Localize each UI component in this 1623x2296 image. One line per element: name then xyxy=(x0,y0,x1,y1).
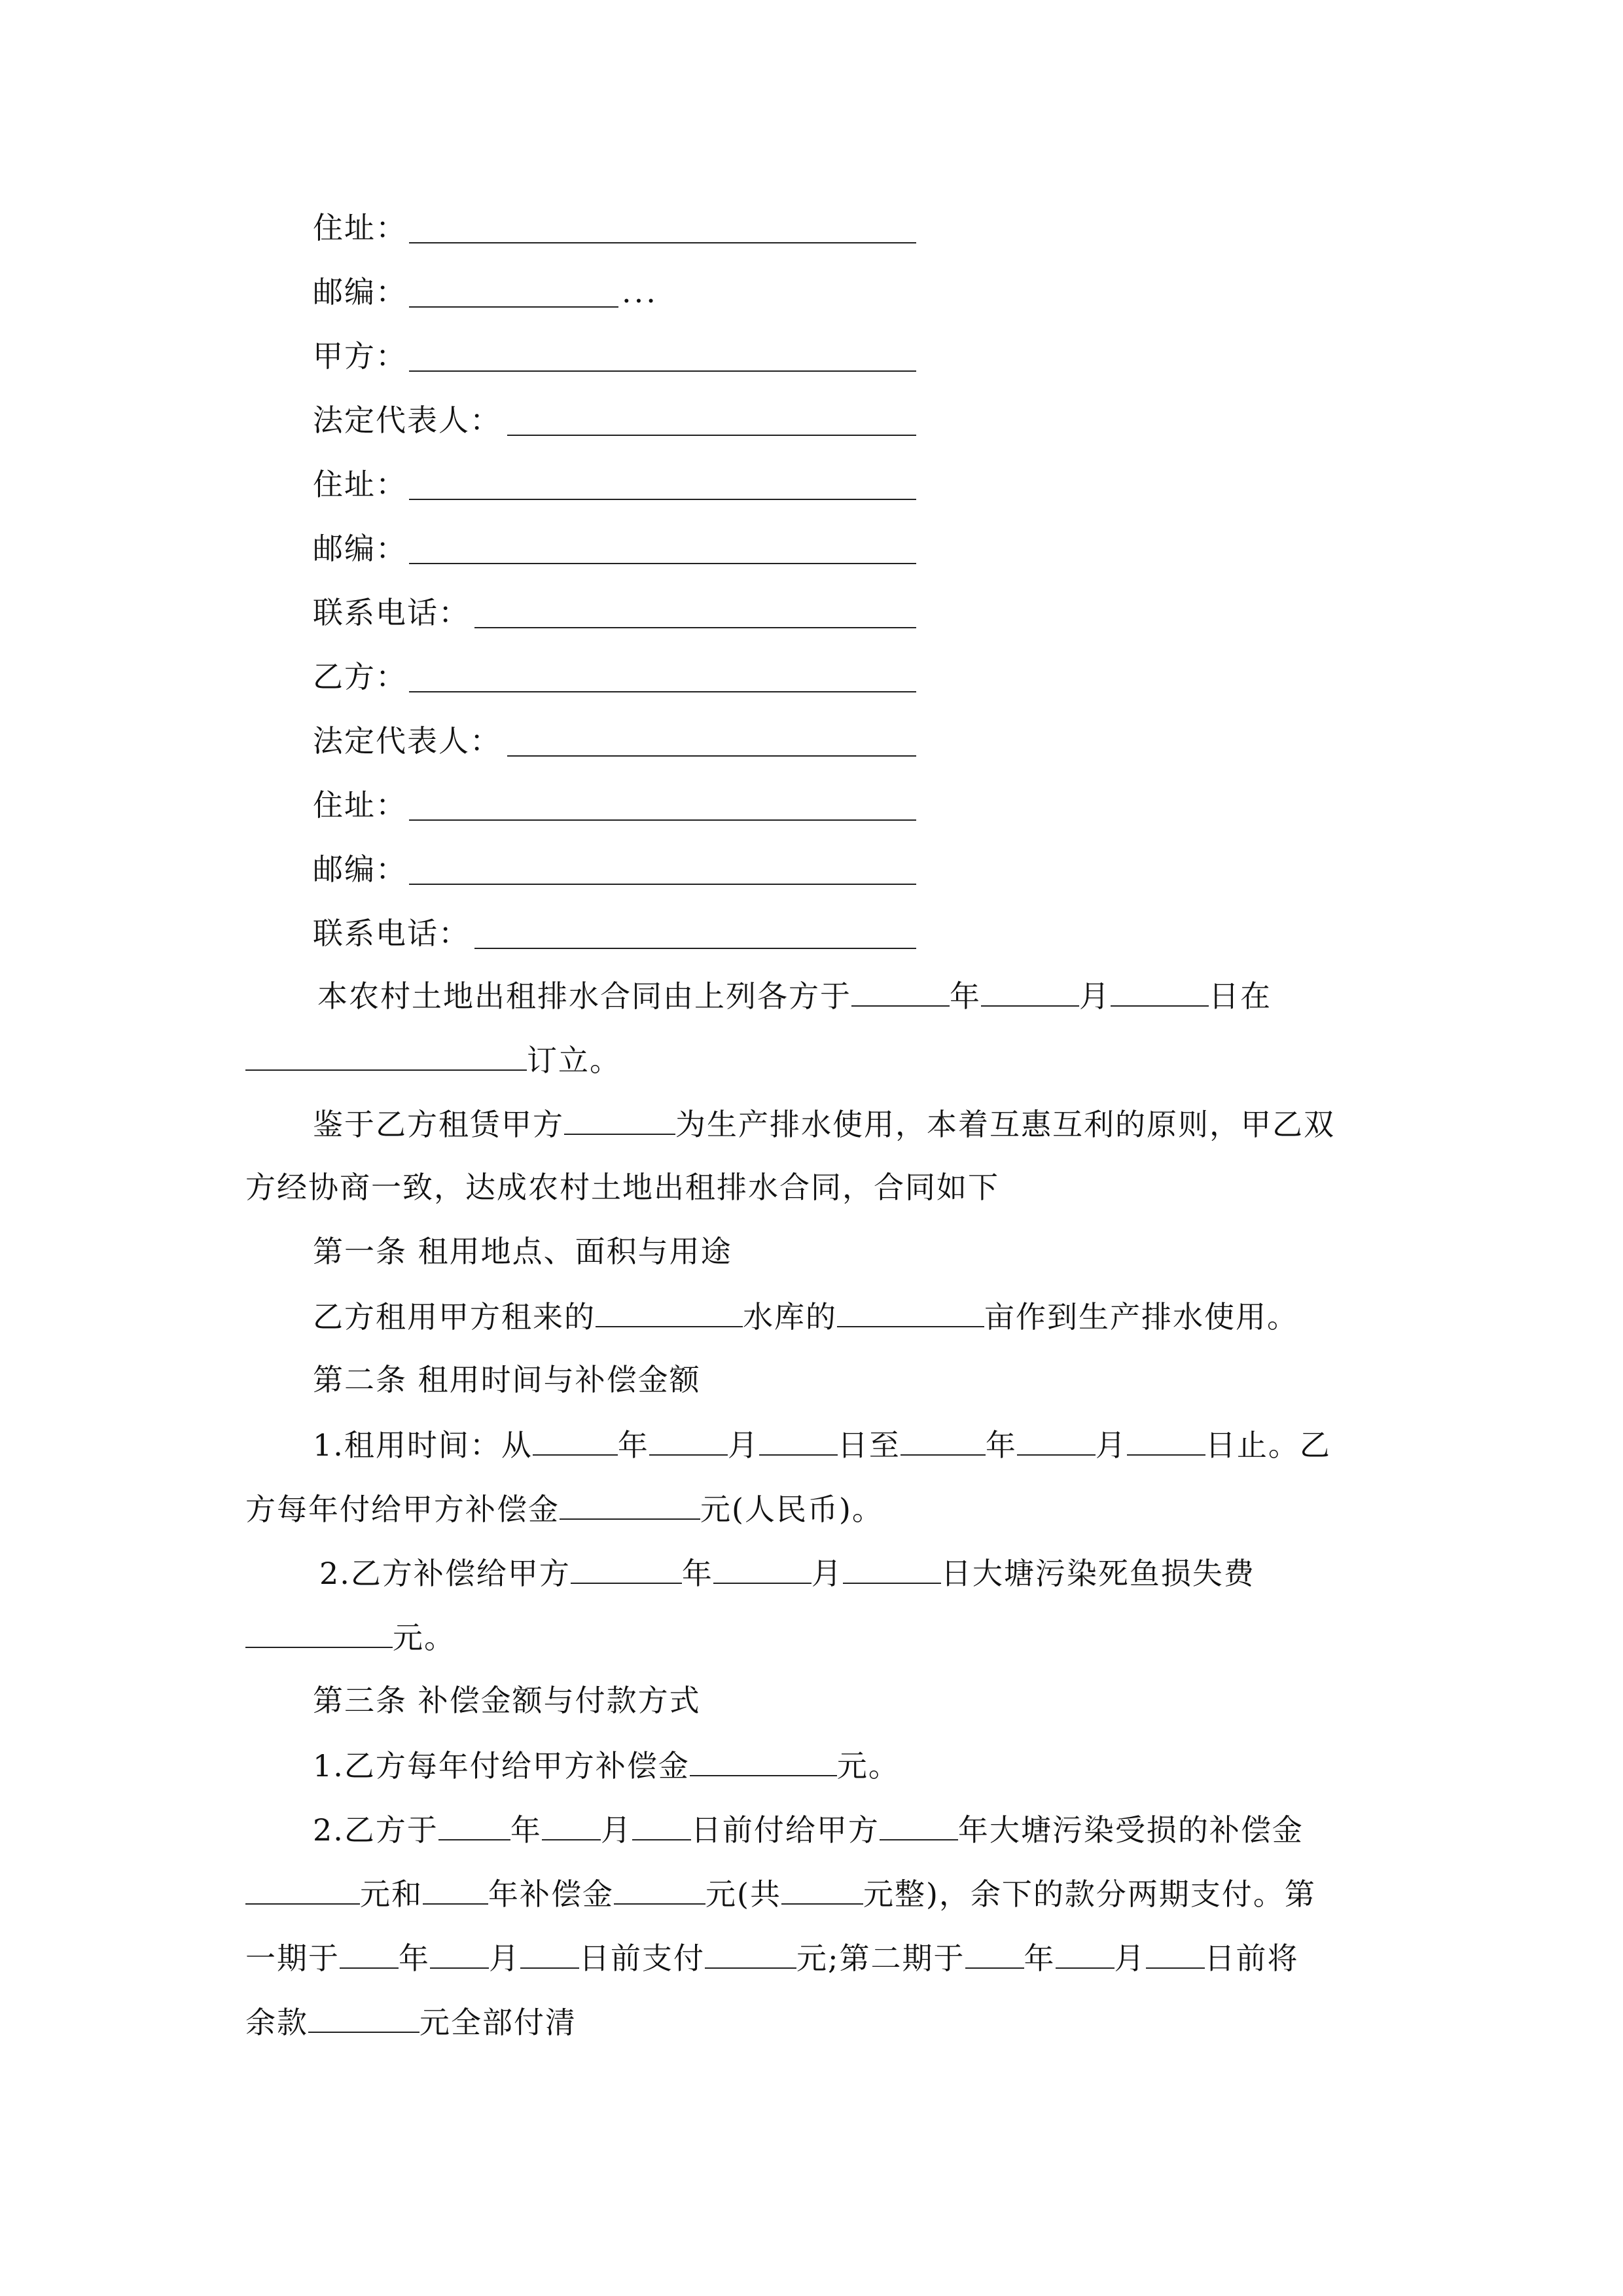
party-a-label: 甲方： xyxy=(313,338,407,374)
article-2-item-2: 2.乙方补偿给甲方 年 月 日大塘污染死鱼损失费 xyxy=(319,1552,1255,1593)
party-a-blank[interactable] xyxy=(409,369,916,372)
sign-year-blank[interactable] xyxy=(851,975,950,1007)
loss-year-blank[interactable] xyxy=(571,1552,682,1584)
article-3-item-2-cont-3: 余款 元全部付清 xyxy=(245,2001,577,2042)
article-2-title: 第二条 租用时间与补偿金额 xyxy=(313,1362,701,1397)
remaining-amount-blank[interactable] xyxy=(308,2001,419,2033)
address-blank-3[interactable] xyxy=(409,818,916,821)
address-label-1: 住址： xyxy=(313,210,407,245)
area-blank[interactable] xyxy=(837,1296,984,1327)
start-year-blank[interactable] xyxy=(533,1424,618,1456)
intro-paragraph-2: 鉴于乙方租赁甲方 为生产排水使用，本着互惠互利的原则，甲乙双 xyxy=(313,1103,1335,1144)
address-blank-2[interactable] xyxy=(409,497,916,500)
article-3-item-1: 1.乙方每年付给甲方补偿金 元。 xyxy=(313,1745,900,1785)
party-b-label: 乙方： xyxy=(313,659,407,694)
annual-payment-blank[interactable] xyxy=(690,1745,837,1776)
postcode-blank-2[interactable] xyxy=(409,562,916,564)
postcode-label-2: 邮编： xyxy=(313,531,407,566)
postcode-blank-3[interactable] xyxy=(409,882,916,885)
start-month-blank[interactable] xyxy=(649,1424,728,1456)
leased-item-blank[interactable] xyxy=(564,1103,675,1135)
party-b-blank[interactable] xyxy=(409,690,916,692)
loss-day-blank[interactable] xyxy=(843,1552,941,1584)
phone-label-b: 联系电话： xyxy=(313,916,470,951)
annual-compensation-blank[interactable] xyxy=(560,1488,700,1520)
legal-rep-label-a: 法定代表人： xyxy=(313,403,501,438)
damage-year-blank[interactable] xyxy=(880,1809,958,1840)
start-day-blank[interactable] xyxy=(759,1424,838,1456)
legal-rep-blank-b[interactable] xyxy=(507,754,916,757)
address-label-3: 住址： xyxy=(313,787,407,823)
sign-day-blank[interactable] xyxy=(1111,975,1209,1007)
article-1-title: 第一条 租用地点、面积与用途 xyxy=(313,1234,732,1269)
postcode-blank-1[interactable] xyxy=(409,305,618,308)
first-year-blank[interactable] xyxy=(340,1937,399,1969)
reservoir-name-blank[interactable] xyxy=(596,1296,743,1327)
intro-paragraph-1: 本农村土地出租排水合同由上列各方于 年 月 日在 xyxy=(317,975,1272,1016)
compensation-year-blank[interactable] xyxy=(423,1873,488,1905)
intro-paragraph-2-cont: 方经协商一致，达成农村土地出租排水合同，合同如下 xyxy=(245,1170,999,1205)
article-3-title: 第三条 补偿金额与付款方式 xyxy=(313,1683,701,1718)
first-month-blank[interactable] xyxy=(430,1937,489,1969)
second-month-blank[interactable] xyxy=(1056,1937,1115,1969)
fish-loss-amount-blank[interactable] xyxy=(245,1617,393,1648)
second-day-blank[interactable] xyxy=(1146,1937,1205,1969)
sign-month-blank[interactable] xyxy=(981,975,1079,1007)
article-2-item-1: 1.租用时间：从 年 月 日至 年 月 日止。乙 xyxy=(313,1424,1331,1465)
phone-blank-b[interactable] xyxy=(474,946,916,949)
article-3-item-2-cont-2: 一期于 年 月 日前支付 元;第二期于 年 月 日前将 xyxy=(245,1937,1299,1978)
second-year-blank[interactable] xyxy=(965,1937,1024,1969)
phone-blank-a[interactable] xyxy=(474,626,916,628)
article-2-item-1-cont: 方每年付给甲方补偿金 元(人民币)。 xyxy=(245,1488,883,1529)
postcode-label-1: 邮编： xyxy=(313,274,407,310)
loss-month-blank[interactable] xyxy=(713,1552,812,1584)
first-amount-blank[interactable] xyxy=(705,1937,796,1969)
phone-label-a: 联系电话： xyxy=(313,595,470,630)
postcode-label-3: 邮编： xyxy=(313,852,407,887)
article-3-item-2: 2.乙方于 年 月 日前付给甲方 年大塘污染受损的补偿金 xyxy=(313,1809,1304,1850)
legal-rep-label-b: 法定代表人： xyxy=(313,723,501,759)
pay-year-blank[interactable] xyxy=(438,1809,510,1840)
end-month-blank[interactable] xyxy=(1017,1424,1096,1456)
article-3-item-2-cont-1: 元和 年补偿金 元(共 元整)，余下的款分两期支付。第 xyxy=(245,1873,1316,1914)
article-2-item-2-cont: 元。 xyxy=(245,1617,455,1657)
end-day-blank[interactable] xyxy=(1127,1424,1205,1456)
article-1-text: 乙方租用甲方租来的 水库的 亩作到生产排水使用。 xyxy=(313,1296,1298,1336)
total-amount-blank[interactable] xyxy=(781,1873,863,1905)
intro-paragraph-1-cont: 订立。 xyxy=(245,1039,621,1080)
end-year-blank[interactable] xyxy=(901,1424,986,1456)
sign-place-blank[interactable] xyxy=(245,1039,527,1071)
address-blank-1[interactable] xyxy=(409,241,916,243)
pay-month-blank[interactable] xyxy=(542,1809,601,1840)
compensation-amount-blank[interactable] xyxy=(614,1873,705,1905)
damage-amount-blank[interactable] xyxy=(245,1873,360,1905)
pay-day-blank[interactable] xyxy=(632,1809,691,1840)
first-day-blank[interactable] xyxy=(520,1937,579,1969)
address-label-2: 住址： xyxy=(313,467,407,502)
postcode-ellipsis: ... xyxy=(622,274,658,310)
legal-rep-blank-a[interactable] xyxy=(507,433,916,436)
